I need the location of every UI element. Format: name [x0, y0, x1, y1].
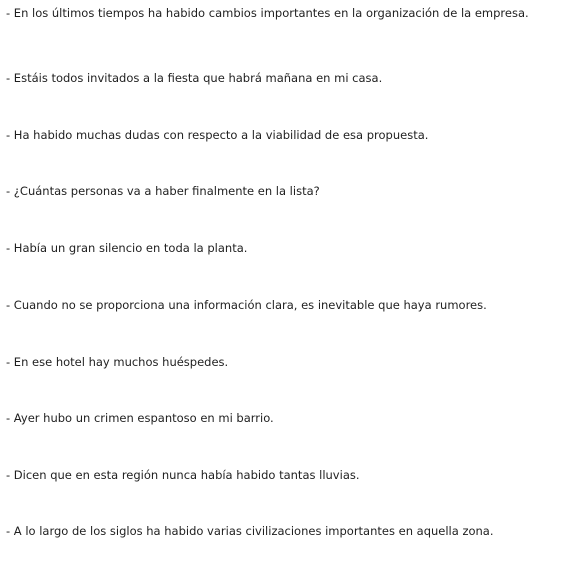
sentence-item: - A lo largo de los siglos ha habido varias civilizaciones importantes en aquella zona.	[6, 524, 494, 538]
sentence-item: - Había un gran silencio en toda la planta.	[6, 241, 248, 255]
sentence-item: - En los últimos tiempos ha habido cambios importantes en la organización de la empresa.	[6, 6, 529, 20]
sentence-item: - Ayer hubo un crimen espantoso en mi barrio.	[6, 411, 274, 425]
sentence-item: - ¿Cuántas personas va a haber finalmente en la lista?	[6, 184, 320, 198]
sentence-item: - Cuando no se proporciona una información clara, es inevitable que haya rumores.	[6, 298, 487, 312]
sentence-item: - Dicen que en esta región nunca había habido tantas lluvias.	[6, 468, 360, 482]
sentence-item: - Ha habido muchas dudas con respecto a la viabilidad de esa propuesta.	[6, 128, 429, 142]
sentence-item: - Estáis todos invitados a la fiesta que habrá mañana en mi casa.	[6, 71, 383, 85]
sentence-item: - En ese hotel hay muchos huéspedes.	[6, 355, 229, 369]
